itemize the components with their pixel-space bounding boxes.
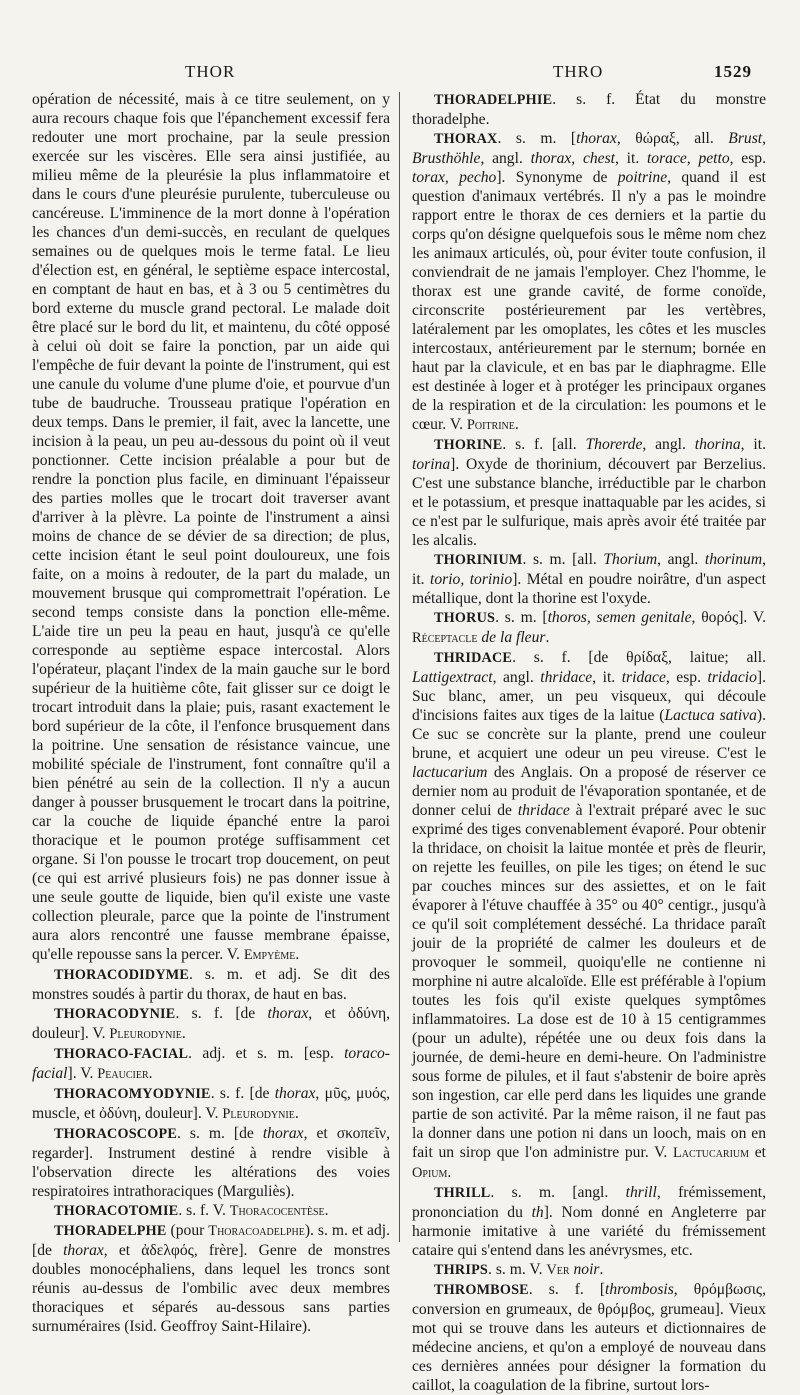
cross-reference: Peaucier xyxy=(97,1066,149,1082)
text-run: . xyxy=(545,629,550,646)
running-header xyxy=(0,62,800,86)
italic-term: de la fleur xyxy=(481,629,546,646)
entry-thorus xyxy=(412,608,766,648)
italic-term: thridace xyxy=(540,669,593,686)
cross-reference: Ver xyxy=(546,1262,570,1278)
entry-thoracoscope xyxy=(32,1124,390,1201)
headword: THRIDACE xyxy=(434,650,513,666)
italic-term: thorax xyxy=(262,1125,304,1142)
italic-term: thorinum xyxy=(704,551,763,568)
text-run: . s. f. V. xyxy=(178,1202,230,1219)
text-run: opération de nécessité, mais à ce titre seulement, on y aura recours chaque fois que l'épanchement excessif fera redouter une mort prochaine, par la seule pression exercée sur les viscères. Elle sera ainsi justifiée, au milieu même de la pleurésie la plus inflammatoire et dans le cours d'une pleurésie purulente, tuberculeuse ou cancéreuse. L'imminence de la mort donne à l'opération les chances d'un demi-succès, en reculant de quelques semaines ou de quelques mois le terme fatal. Le lieu d'élection est, en général, le septième espace intercostal, en comptant de haut en bas, et à 3 ou 5 centimètres du bord externe du muscle grand pectoral. Le malade doit être placé sur le bord du lit, et maintenu, du côté opposé à celui où doit se faire la ponction, par un aide qui l'empêche de fuir devant la pointe de l'instrument, qui est une canule du volume d'une plume d'oie, et pourvue d'un tube de baudruche. Trousseau pratique l'opération en deux temps. Dans le premier, il fait, avec la lancette, une incision à la peau, un peu au-dessous du point où il veut ponctionner. Cette incision préalable a pour but de rendre la ponction plus facile, en diminuant l'épaisseur des parties molles que le trocart doit traverser avant d'arriver à la plèvre. La pointe de l'instrument a ainsi moins de chance de se dévier de sa direction; de plus, cette incision étant le seul point douloureux, une fois faite, on a moins à redouter, de la part du malade, un mouvement brusque qui compromettrait l'opération. Le second temps consiste dans la ponction elle-même. L'aide tire un peu la peau en haut, jusqu'à ce qu'elle corresponde au septième espace intercostal. Alors l'opérateur, plaçant l'index de la main gauche sur le bord supérieur de la huitième côte, fait glisser sur ce doigt le trocart introduit dans la plaie; puis, rasant exactement le bord supérieur de la côte, il l'enfonce brusquement dans la poitrine. Une sensation de résistance vaincue, une mobilité spéciale de l'instrument, font connaître qu'il a bien pénétré au sein de la collection. Il n'y a aucun danger à pousser brusquement le trocart dans la poitrine, car la couche de liquide épanché entre la paroi thoracique et le poumon protége suffisamment cet organe. Si l'on pousse le trocart trop doucement, on peut (ce qui est arrivé plusieurs fois) ne pas donner issue à une seule goutte de liquide, bien qu'il existe une vaste collection pleurale, parce que la pointe de l'instrument aura alors rencontré une fausse membrane épaisse, qu'elle repousse sans la percer. V. xyxy=(32,91,390,963)
italic-term: torio, torinio xyxy=(430,571,513,588)
text-run: . adj. et s. m. [esp. xyxy=(188,1045,345,1062)
text-run: . xyxy=(324,1202,329,1219)
text-run: et xyxy=(749,1144,767,1161)
text-run: . s. m. [angl. xyxy=(490,1184,626,1201)
text-run: . s. f. [de xyxy=(175,1005,268,1022)
text-run: . xyxy=(514,416,519,433)
italic-term: th xyxy=(531,1204,544,1221)
text-run: , angl. xyxy=(480,150,531,167)
header-right-guide-word: THRO xyxy=(553,62,604,81)
headword: THORADELPHIE xyxy=(434,92,553,108)
cross-reference: Réceptacle xyxy=(412,630,478,646)
text-run: . s. m. V. xyxy=(488,1261,547,1278)
entry-thorine xyxy=(412,435,766,550)
italic-term: tridace xyxy=(621,669,666,686)
headword: THORINIUM xyxy=(434,552,523,568)
headword: THROMBOSE xyxy=(434,1282,529,1298)
entry-thoracomyodynie xyxy=(32,1084,390,1124)
entry-thorinium xyxy=(412,550,766,608)
italic-term: thrill xyxy=(625,1184,657,1201)
entry-thoracodynie xyxy=(32,1004,390,1044)
cross-reference: Poitrine xyxy=(466,417,515,433)
headword: THORINE xyxy=(434,437,503,453)
headword: THRIPS xyxy=(434,1262,489,1278)
italic-term: torace, petto xyxy=(646,150,730,167)
headword: THORAX xyxy=(434,131,498,147)
text-run: . xyxy=(295,946,300,963)
text-run: . s. f. [de θρίδαξ, laitue; all. xyxy=(512,649,766,666)
italic-term: torax, pecho xyxy=(412,169,497,186)
italic-term: lactucarium xyxy=(412,764,488,781)
italic-term: thoros, semen genitale xyxy=(547,609,692,626)
headword: THORACOMYODYNIE xyxy=(54,1086,211,1102)
text-run: ). Ce suc se concrète sur la plante, prend une couleur brune, et acquiert une odeur un peu vireuse. C'est le xyxy=(412,707,766,762)
cross-reference: Opium xyxy=(412,1165,448,1181)
continued-paragraph xyxy=(32,90,390,965)
text-run: ]. Oxyde de thorinium, découvert par Berzelius. C'est une substance blanche, irréductible par le charbon et le potassium, et presque inattaquable par les acides, si ce n'est par le sulfurique, mais après avoir été traitée par les alcalis. xyxy=(412,456,766,549)
italic-term: thrombosis xyxy=(605,1281,674,1298)
italic-term: toraco-facial xyxy=(32,1045,390,1082)
text-run: . xyxy=(294,1105,299,1122)
text-run: , esp. xyxy=(729,150,766,167)
text-run: des Anglais. On a proposé de réserver ce dernier nom au produit de l'évaporation spontanée, et de donner celui de xyxy=(412,764,766,819)
headword: THORACODYNIE xyxy=(54,1006,176,1022)
text-run: . s. m. [ xyxy=(497,130,577,147)
headword: THORACOSCOPE xyxy=(54,1126,178,1142)
entry-thoracodidyme xyxy=(32,965,390,1004)
text-run: ]. Suc blanc, amer, un peu visqueux, qui découle d'incisions faites aux tiges de la laitue ( xyxy=(412,669,766,724)
left-column xyxy=(32,90,390,1336)
italic-term: torina xyxy=(412,456,451,473)
italic-term: Lactuca sativa xyxy=(664,707,757,724)
italic-term: Thorium xyxy=(603,551,658,568)
text-run: ]. V. xyxy=(67,1065,98,1082)
headword: THORUS xyxy=(434,610,496,626)
italic-term: tridacio xyxy=(707,669,757,686)
italic-term: thorax xyxy=(267,1005,309,1022)
text-run: . xyxy=(181,1025,186,1042)
text-run: , it. xyxy=(615,150,647,167)
text-run: , et ὀδύνη, douleur]. V. xyxy=(32,1005,391,1042)
text-run: ]. Nom donné en Angleterre par harmonie imitative à une variété du frémissement cataire qui s'entend dans les anévrysmes, etc. xyxy=(412,1204,766,1259)
italic-term: thorax xyxy=(274,1085,316,1102)
text-run: . xyxy=(447,1164,452,1181)
entry-thorax xyxy=(412,129,766,435)
text-run: . s. f. [ xyxy=(528,1281,606,1298)
text-run: , θρόμβωσις, conversion en grumeaux, de θρόμβος, grumeau]. Vieux mot qui se trouve dans les auteurs et dictionnaires de médecine anciens, et qu'on a employé de nouveau dans ces dernières années pour désigner la formation du caillot, la coagulation de la fibrine, surtout lors- xyxy=(412,1281,766,1394)
text-run: . s. f. État du monstre thoradelphe. xyxy=(412,91,766,128)
header-left-guide-word: THOR xyxy=(185,62,236,81)
entry-thoracotomie xyxy=(32,1201,390,1221)
entry-thridace xyxy=(412,648,766,1183)
headword: THRILL xyxy=(434,1185,491,1201)
text-run: , it. xyxy=(412,551,766,588)
text-run: , θώραξ, all. xyxy=(616,130,729,147)
cross-reference: Pleurodynie xyxy=(109,1026,182,1042)
text-run: , quand il est question d'animaux vertébrés. Il n'y a pas le moindre rapport entre le thorax de ces derniers et la partie du corps qu'on désigne quelquefois sous le même nom chez les animaux articulés, où, pour éviter toute confusion, il conviendrait de ne jamais l'employer. Chez l'homme, le thorax est une grande cavité, de forme conoïde, circonscrite postérieurement par les vertèbres, latéralement par les omoplates, les côtes et les muscles intercostaux, antérieurement par le sternum; bornée en haut par la clavicule, et en bas par le diaphragme. Elle est destinée à loger et à protéger les principaux organes de la respiration et de la circulation: les poumons et le cœur. V. xyxy=(412,169,766,433)
text-run: . xyxy=(148,1065,153,1082)
entry-thoradelphe xyxy=(32,1221,390,1336)
italic-term: thorax, chest xyxy=(530,150,615,167)
headword: THORACODIDYME xyxy=(54,967,190,983)
headword: THORADELPHE xyxy=(54,1223,167,1239)
text-run: , et σκοπεῖν, regarder]. Instrument destiné à rendre visible à l'observation directe les altérations des voies respiratoires intrathoraciques (Marguliès). xyxy=(32,1125,391,1200)
text-run: , frémissement, prononciation du xyxy=(412,1184,766,1221)
headword: THORACO-FACIAL xyxy=(54,1046,189,1062)
text-run: . xyxy=(599,1261,604,1278)
italic-term: thorax xyxy=(63,1242,104,1259)
text-run: , angl. xyxy=(657,551,705,568)
text-run: , et ἀδελφός, frère]. Genre de monstres doubles monocéphaliens, dans lequel les troncs sont réunis au-dessus de l'ombilic avec deux membres thoraciques et séparés au-dessous sans parties surnuméraires (Isid. Geoffroy Saint-Hilaire). xyxy=(32,1242,391,1335)
cross-reference: Empyème xyxy=(243,947,296,963)
italic-term: thorina xyxy=(694,436,741,453)
text-run: . s. f. [all. xyxy=(502,436,586,453)
entry-thrombose xyxy=(412,1280,766,1395)
text-run: , esp. xyxy=(665,669,708,686)
text-run: ]. Synonyme de xyxy=(496,169,618,186)
text-run: à l'extrait préparé avec le suc exprimé des tiges convenablement évaporé. Pour obtenir la thridace, on choisit la laitue montée et près de fleurir, on rejette les feuilles, on pile les tiges; on étend le suc par couches minces sur des assiettes, et on le fait évaporer à l'étuve chauffée à 35° ou 40° centigr., jusqu'à ce qu'il soit complétement desséché. La thridace paraît jouir de la propriété de calmer les douleurs et de provoquer le sommeil, quoiqu'elle ne contienne ni morphine ni autre alcaloïde. Elle est préférable à l'opium toutes les fois qu'il existe quelques symptômes inflammatoires. La dose est de 10 à 15 centigrammes (pour un adulte), répétée une ou deux fois dans la journée, de demi-heure en demi-heure. On l'administre sous forme de pilules, et il faut s'abstenir de boire après son ingestion, car elle perd dans les liquides une grande partie de son activité. Par la même raison, il ne faut pas la donner dans une potion ni dans un looch, mais on en fait un sirop que l'on administre pur. V. xyxy=(412,802,766,1161)
cross-reference: Lactucarium xyxy=(673,1145,750,1161)
headword: THORACOTOMIE xyxy=(54,1203,179,1219)
text-run: , angl. xyxy=(492,669,541,686)
cross-reference: Pleurodynie xyxy=(222,1106,295,1122)
text-run: . s. f. [de xyxy=(210,1085,275,1102)
text-run: , it. xyxy=(592,669,622,686)
entry-thrips xyxy=(412,1260,766,1280)
text-run: , angl. xyxy=(642,436,695,453)
cross-reference: Thoracoadelphe xyxy=(208,1223,305,1239)
column-divider xyxy=(399,92,400,1242)
text-run: , it. xyxy=(740,436,766,453)
italic-term: noir xyxy=(573,1261,600,1278)
italic-term: thridace xyxy=(517,802,570,819)
italic-term: Thorerde xyxy=(585,436,643,453)
italic-term: Lattigextract xyxy=(412,669,493,686)
italic-term: poitrine xyxy=(617,169,668,186)
italic-term: Brust, Brusthöhle xyxy=(412,130,766,167)
text-run: . s. m. [de xyxy=(177,1125,263,1142)
text-run: . s. m. [ xyxy=(495,609,548,626)
text-run: , θορός]. V. xyxy=(691,609,766,626)
entry-thoraco-facial xyxy=(32,1044,390,1084)
text-run: . s. m. et adj. Se dit des monstres soudés à partir du thorax, de haut en bas. xyxy=(32,966,390,1003)
text-run: ]. Métal en poudre noirâtre, d'un aspect métallique, dont la thorine est l'oxyde. xyxy=(412,571,766,607)
cross-reference: Thoracocentèse xyxy=(229,1203,325,1219)
entry-thrill xyxy=(412,1183,766,1260)
italic-term: thorax xyxy=(576,130,617,147)
text-run: ). s. m. et adj. [de xyxy=(32,1222,391,1259)
text-run: (pour xyxy=(166,1222,209,1239)
text-run: . s. m. [all. xyxy=(522,551,604,568)
page-number: 1529 xyxy=(714,62,752,81)
entry-thoradelphie xyxy=(412,90,766,129)
text-run: , μῦς, μυός, muscle, et ὀδύνη, douleur]. V. xyxy=(32,1085,390,1122)
right-column xyxy=(412,90,766,1395)
